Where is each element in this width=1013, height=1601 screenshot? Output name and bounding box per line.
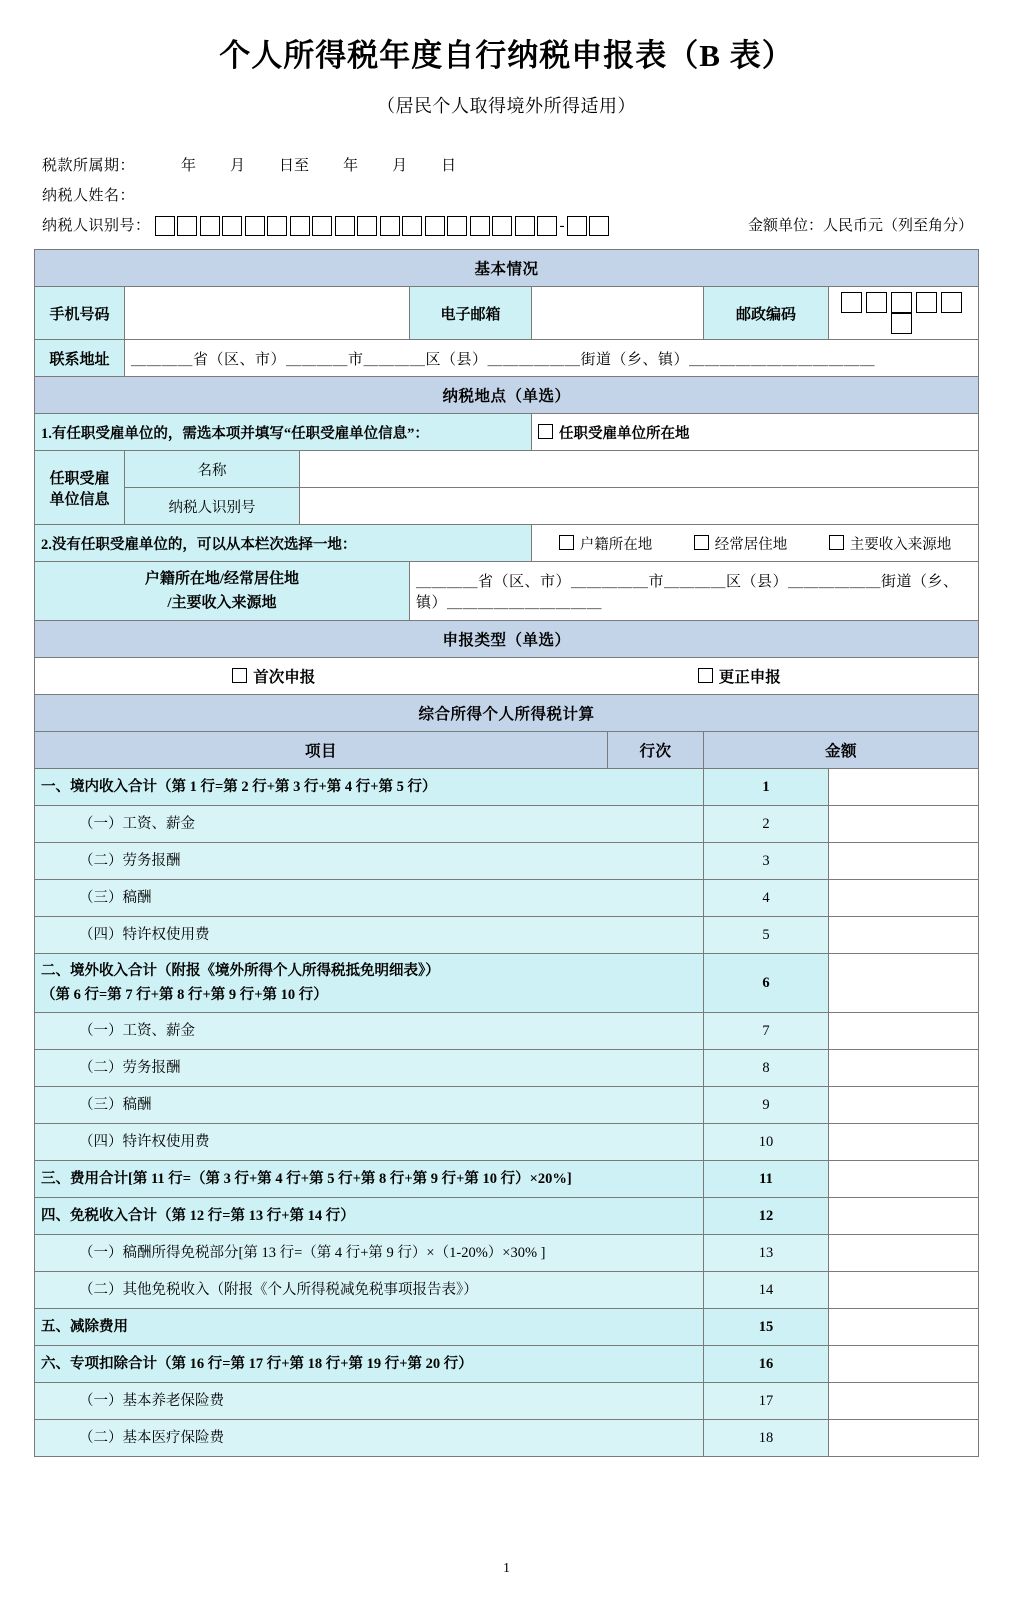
calc-line-number: 16 bbox=[704, 1346, 829, 1383]
taxpayer-id-row bbox=[42, 211, 983, 241]
calc-amount-input[interactable] bbox=[829, 880, 979, 917]
calc-item-label: （二）劳务报酬 bbox=[79, 853, 181, 869]
choice-residence[interactable] bbox=[694, 533, 788, 554]
choice-household[interactable] bbox=[559, 533, 653, 554]
section-basic-title: 基本情况 bbox=[34, 250, 978, 287]
choice-household-label: 户籍所在地 bbox=[579, 536, 653, 553]
checkbox-residence-location[interactable] bbox=[694, 535, 709, 550]
decltype-first[interactable] bbox=[41, 665, 507, 687]
calc-item-label: （二）劳务报酬 bbox=[79, 1060, 181, 1076]
section-decltype-title: 申报类型（单选） bbox=[34, 621, 978, 658]
tin-box[interactable] bbox=[335, 216, 355, 236]
place-address-label-line2: /主要收入来源地 bbox=[167, 595, 277, 611]
calc-line-number: 10 bbox=[704, 1124, 829, 1161]
tin-box[interactable] bbox=[245, 216, 265, 236]
employer-info-label-line2: 单位信息 bbox=[49, 491, 110, 508]
calc-line-number: 1 bbox=[704, 769, 829, 806]
place-address-label-line1: 户籍所在地/经常居住地 bbox=[144, 571, 300, 587]
address-input[interactable]: ＿＿＿＿省（区、市）＿＿＿＿市＿＿＿＿区（县）＿＿＿＿＿＿街道（乡、镇）＿＿＿＿＿＿＿＿＿＿＿＿ bbox=[124, 340, 978, 377]
tin-box[interactable] bbox=[492, 216, 512, 236]
calc-item-cell bbox=[35, 880, 704, 917]
calc-item-label: （一）基本养老保险费 bbox=[79, 1393, 224, 1409]
address-label: 联系地址 bbox=[34, 340, 124, 377]
postcode-box[interactable] bbox=[891, 292, 912, 313]
calc-item-label: （四）特许权使用费 bbox=[79, 1134, 210, 1150]
postcode-box[interactable] bbox=[916, 292, 937, 313]
table-row bbox=[35, 880, 979, 917]
employer-tin-row bbox=[34, 488, 978, 525]
calc-header-row bbox=[34, 732, 978, 769]
tin-dash: - bbox=[559, 218, 565, 234]
table-row bbox=[35, 1346, 979, 1383]
place-option1-choice[interactable] bbox=[531, 414, 978, 451]
calc-rows-table bbox=[34, 768, 979, 1457]
table-row bbox=[35, 806, 979, 843]
postcode-box[interactable] bbox=[841, 292, 862, 313]
place-option1-text: 1.有任职受雇单位的，需选本项并填写“任职受雇单位信息”： bbox=[34, 414, 531, 451]
calc-amount-input[interactable] bbox=[829, 917, 979, 954]
employer-tin-input[interactable] bbox=[299, 488, 978, 525]
checkbox-first-declaration[interactable] bbox=[232, 668, 247, 683]
tin-box[interactable] bbox=[290, 216, 310, 236]
section-calc-row bbox=[34, 695, 978, 732]
postcode-box[interactable] bbox=[891, 313, 912, 334]
calc-line-number: 7 bbox=[704, 1013, 829, 1050]
calc-line-number: 6 bbox=[704, 954, 829, 1013]
calc-amount-input[interactable] bbox=[829, 806, 979, 843]
address-row bbox=[34, 340, 978, 377]
document-page bbox=[0, 30, 1013, 1601]
calc-line-number: 8 bbox=[704, 1050, 829, 1087]
employer-name-label: 名称 bbox=[124, 451, 299, 488]
email-input[interactable] bbox=[531, 287, 703, 340]
calc-item-label: 四、免税收入合计（第 12 行=第 13 行+第 14 行） bbox=[41, 1208, 355, 1224]
choice-income-source[interactable] bbox=[829, 533, 952, 554]
calc-amount-input[interactable] bbox=[829, 1161, 979, 1198]
calc-item-cell bbox=[35, 806, 704, 843]
period-day-1[interactable]: 日至 bbox=[279, 158, 310, 174]
calc-item-label: 三、费用合计[第 11 行=（第 3 行+第 4 行+第 5 行+第 8 行+第 9 行+第 10 行）×20%] bbox=[41, 1171, 572, 1187]
calc-item-cell bbox=[35, 1013, 704, 1050]
calc-amount-input[interactable] bbox=[829, 1235, 979, 1272]
table-row bbox=[35, 843, 979, 880]
calc-amount-input[interactable] bbox=[829, 1272, 979, 1309]
calc-item-label: （一）稿酬所得免税部分[第 13 行=（第 4 行+第 9 行）×（1-20%）×30% ] bbox=[79, 1245, 546, 1261]
calc-line-number: 3 bbox=[704, 843, 829, 880]
calc-item-cell bbox=[35, 1161, 704, 1198]
decltype-correction[interactable] bbox=[506, 665, 972, 687]
tin-box[interactable] bbox=[222, 216, 242, 236]
calc-line-number: 9 bbox=[704, 1087, 829, 1124]
calc-line-number: 11 bbox=[704, 1161, 829, 1198]
calc-amount-input[interactable] bbox=[829, 1124, 979, 1161]
calc-line-number: 18 bbox=[704, 1420, 829, 1457]
tin-box[interactable] bbox=[267, 216, 287, 236]
decltype-choices-row bbox=[34, 658, 978, 695]
calc-item-label: （一）工资、薪金 bbox=[79, 816, 195, 832]
calc-line-number: 12 bbox=[704, 1198, 829, 1235]
table-row bbox=[35, 1198, 979, 1235]
calc-item-label: 一、境内收入合计（第 1 行=第 2 行+第 3 行+第 4 行+第 5 行） bbox=[41, 779, 437, 795]
page-subtitle: （居民个人取得境外所得适用） bbox=[377, 96, 636, 116]
calc-item-cell bbox=[35, 1050, 704, 1087]
calc-item-label: 二、境外收入合计（附报《境外所得个人所得税抵免明细表》） bbox=[41, 963, 440, 979]
calc-item-label: 六、专项扣除合计（第 16 行=第 17 行+第 18 行+第 19 行+第 20 行） bbox=[41, 1356, 473, 1372]
employer-name-input[interactable] bbox=[299, 451, 978, 488]
calc-amount-input[interactable] bbox=[829, 769, 979, 806]
choice-income-source-label: 主要收入来源地 bbox=[849, 536, 952, 553]
section-place-title: 纳税地点（单选） bbox=[34, 377, 978, 414]
calc-item-cell bbox=[35, 917, 704, 954]
tin-box[interactable] bbox=[200, 216, 220, 236]
section-decltype-row bbox=[34, 621, 978, 658]
decltype-first-label: 首次申报 bbox=[253, 669, 316, 686]
calc-amount-input[interactable] bbox=[829, 1013, 979, 1050]
calc-amount-input[interactable] bbox=[829, 1383, 979, 1420]
tin-box[interactable] bbox=[380, 216, 400, 236]
tin-box[interactable] bbox=[447, 216, 467, 236]
place-address-label bbox=[34, 562, 409, 621]
checkbox-income-source-location[interactable] bbox=[829, 535, 844, 550]
taxpayer-id-label: 纳税人识别号： bbox=[42, 218, 151, 234]
employer-info-label bbox=[34, 451, 124, 525]
table-row bbox=[35, 769, 979, 806]
calc-item-cell bbox=[35, 1420, 704, 1457]
postcode-box[interactable] bbox=[941, 292, 962, 313]
contact-row bbox=[34, 287, 978, 340]
calc-item-cell bbox=[35, 1272, 704, 1309]
meta-block bbox=[30, 151, 983, 241]
employer-info-label-line1: 任职受雇 bbox=[49, 470, 110, 487]
table-row bbox=[35, 1383, 979, 1420]
table-row bbox=[35, 954, 979, 1013]
place-address-row bbox=[34, 562, 978, 621]
table-row bbox=[35, 1087, 979, 1124]
section-calc-title: 综合所得个人所得税计算 bbox=[34, 695, 978, 732]
tin-box[interactable] bbox=[567, 216, 587, 236]
calc-item-label: （一）工资、薪金 bbox=[79, 1023, 195, 1039]
tin-box[interactable] bbox=[425, 216, 445, 236]
calc-item-cell bbox=[35, 843, 704, 880]
calc-item-label: 五、减除费用 bbox=[41, 1319, 128, 1335]
calc-amount-input[interactable] bbox=[829, 1420, 979, 1457]
column-header-amount: 金额 bbox=[703, 732, 978, 769]
checkbox-employer-location[interactable] bbox=[538, 424, 553, 439]
amount-unit-note: 金额单位：人民币元（列至角分） bbox=[747, 218, 973, 234]
calc-item-label: （三）稿酬 bbox=[79, 1097, 152, 1113]
calc-amount-input[interactable] bbox=[829, 1309, 979, 1346]
section-basic-row bbox=[34, 250, 978, 287]
period-month-2[interactable]: 月 bbox=[392, 158, 408, 174]
choice-residence-label: 经常居住地 bbox=[714, 536, 788, 553]
calc-item-label: （二）基本医疗保险费 bbox=[79, 1430, 224, 1446]
decltype-choices[interactable] bbox=[34, 658, 978, 695]
tin-box[interactable] bbox=[589, 216, 609, 236]
table-row bbox=[35, 1124, 979, 1161]
place-option1-row bbox=[34, 414, 978, 451]
table-row bbox=[35, 1309, 979, 1346]
calc-item-cell bbox=[35, 954, 704, 1013]
calc-item-cell bbox=[35, 1087, 704, 1124]
postcode-label: 邮政编码 bbox=[703, 287, 828, 340]
table-row bbox=[35, 1420, 979, 1457]
calc-item-cell bbox=[35, 1235, 704, 1272]
postcode-box[interactable] bbox=[866, 292, 887, 313]
calc-item-label-line2: （第 6 行=第 7 行+第 8 行+第 9 行+第 10 行） bbox=[41, 987, 328, 1003]
column-header-item: 项目 bbox=[34, 732, 607, 769]
page-number: 1 bbox=[503, 1561, 510, 1576]
taxpayer-id-boxes[interactable] bbox=[155, 211, 612, 241]
tax-period-row bbox=[42, 151, 983, 181]
calc-item-cell bbox=[35, 1198, 704, 1235]
section-place-row bbox=[34, 377, 978, 414]
postcode-boxes[interactable] bbox=[828, 287, 978, 340]
tax-period-label: 税款所属期： bbox=[42, 158, 136, 174]
place-option2-text: 2.没有任职受雇单位的，可以从本栏次选择一地： bbox=[34, 525, 531, 562]
decltype-correction-label: 更正申报 bbox=[718, 669, 781, 686]
tin-box[interactable] bbox=[177, 216, 197, 236]
taxpayer-name-row bbox=[42, 181, 983, 211]
calc-item-cell bbox=[35, 769, 704, 806]
table-row bbox=[35, 917, 979, 954]
calc-amount-input[interactable] bbox=[829, 954, 979, 1013]
tin-box[interactable] bbox=[155, 216, 175, 236]
calc-line-number: 17 bbox=[704, 1383, 829, 1420]
taxpayer-name-label: 纳税人姓名： bbox=[42, 188, 136, 204]
calc-amount-input[interactable] bbox=[829, 1087, 979, 1124]
declaration-form-table bbox=[34, 249, 979, 769]
calc-amount-input[interactable] bbox=[829, 843, 979, 880]
calc-amount-input[interactable] bbox=[829, 1050, 979, 1087]
place-option2-row bbox=[34, 525, 978, 562]
place-option1-choice-label: 任职受雇单位所在地 bbox=[558, 425, 690, 442]
calc-item-cell bbox=[35, 1309, 704, 1346]
table-row bbox=[35, 1272, 979, 1309]
period-month-1[interactable]: 月 bbox=[230, 158, 246, 174]
checkbox-household-location[interactable] bbox=[559, 535, 574, 550]
calc-line-number: 2 bbox=[704, 806, 829, 843]
tin-box[interactable] bbox=[515, 216, 535, 236]
employer-name-row bbox=[34, 451, 978, 488]
tin-box[interactable] bbox=[312, 216, 332, 236]
phone-input[interactable] bbox=[124, 287, 409, 340]
calc-amount-input[interactable] bbox=[829, 1346, 979, 1383]
email-label: 电子邮箱 bbox=[409, 287, 531, 340]
page-title: 个人所得税年度自行纳税申报表（B 表） bbox=[219, 38, 794, 73]
table-row bbox=[35, 1235, 979, 1272]
calc-item-cell bbox=[35, 1124, 704, 1161]
table-row bbox=[35, 1161, 979, 1198]
calc-line-number: 14 bbox=[704, 1272, 829, 1309]
period-year-2[interactable]: 年 bbox=[343, 158, 359, 174]
period-year-1[interactable]: 年 bbox=[181, 158, 197, 174]
calc-line-number: 5 bbox=[704, 917, 829, 954]
calc-item-cell bbox=[35, 1383, 704, 1420]
checkbox-correction-declaration[interactable] bbox=[698, 668, 713, 683]
table-row bbox=[35, 1013, 979, 1050]
employer-tin-label: 纳税人识别号 bbox=[124, 488, 299, 525]
tin-box[interactable] bbox=[537, 216, 557, 236]
calc-item-cell bbox=[35, 1346, 704, 1383]
calc-item-label: （二）其他免税收入（附报《个人所得税减免税事项报告表》） bbox=[79, 1282, 478, 1298]
tin-box[interactable] bbox=[470, 216, 490, 236]
calc-line-number: 15 bbox=[704, 1309, 829, 1346]
phone-label: 手机号码 bbox=[34, 287, 124, 340]
calc-amount-input[interactable] bbox=[829, 1198, 979, 1235]
calc-line-number: 13 bbox=[704, 1235, 829, 1272]
place-option2-choices[interactable] bbox=[531, 525, 978, 562]
place-address-input[interactable]: ＿＿＿＿省（区、市）＿＿＿＿＿市＿＿＿＿区（县）＿＿＿＿＿＿街道（乡、镇）＿＿＿＿＿＿＿＿＿＿ bbox=[409, 562, 978, 621]
period-day-2[interactable]: 日 bbox=[441, 158, 457, 174]
table-row bbox=[35, 1050, 979, 1087]
column-header-line: 行次 bbox=[607, 732, 703, 769]
calc-item-label: （四）特许权使用费 bbox=[79, 927, 210, 943]
calc-line-number: 4 bbox=[704, 880, 829, 917]
tin-box[interactable] bbox=[402, 216, 422, 236]
calc-item-label: （三）稿酬 bbox=[79, 890, 152, 906]
tin-box[interactable] bbox=[357, 216, 377, 236]
